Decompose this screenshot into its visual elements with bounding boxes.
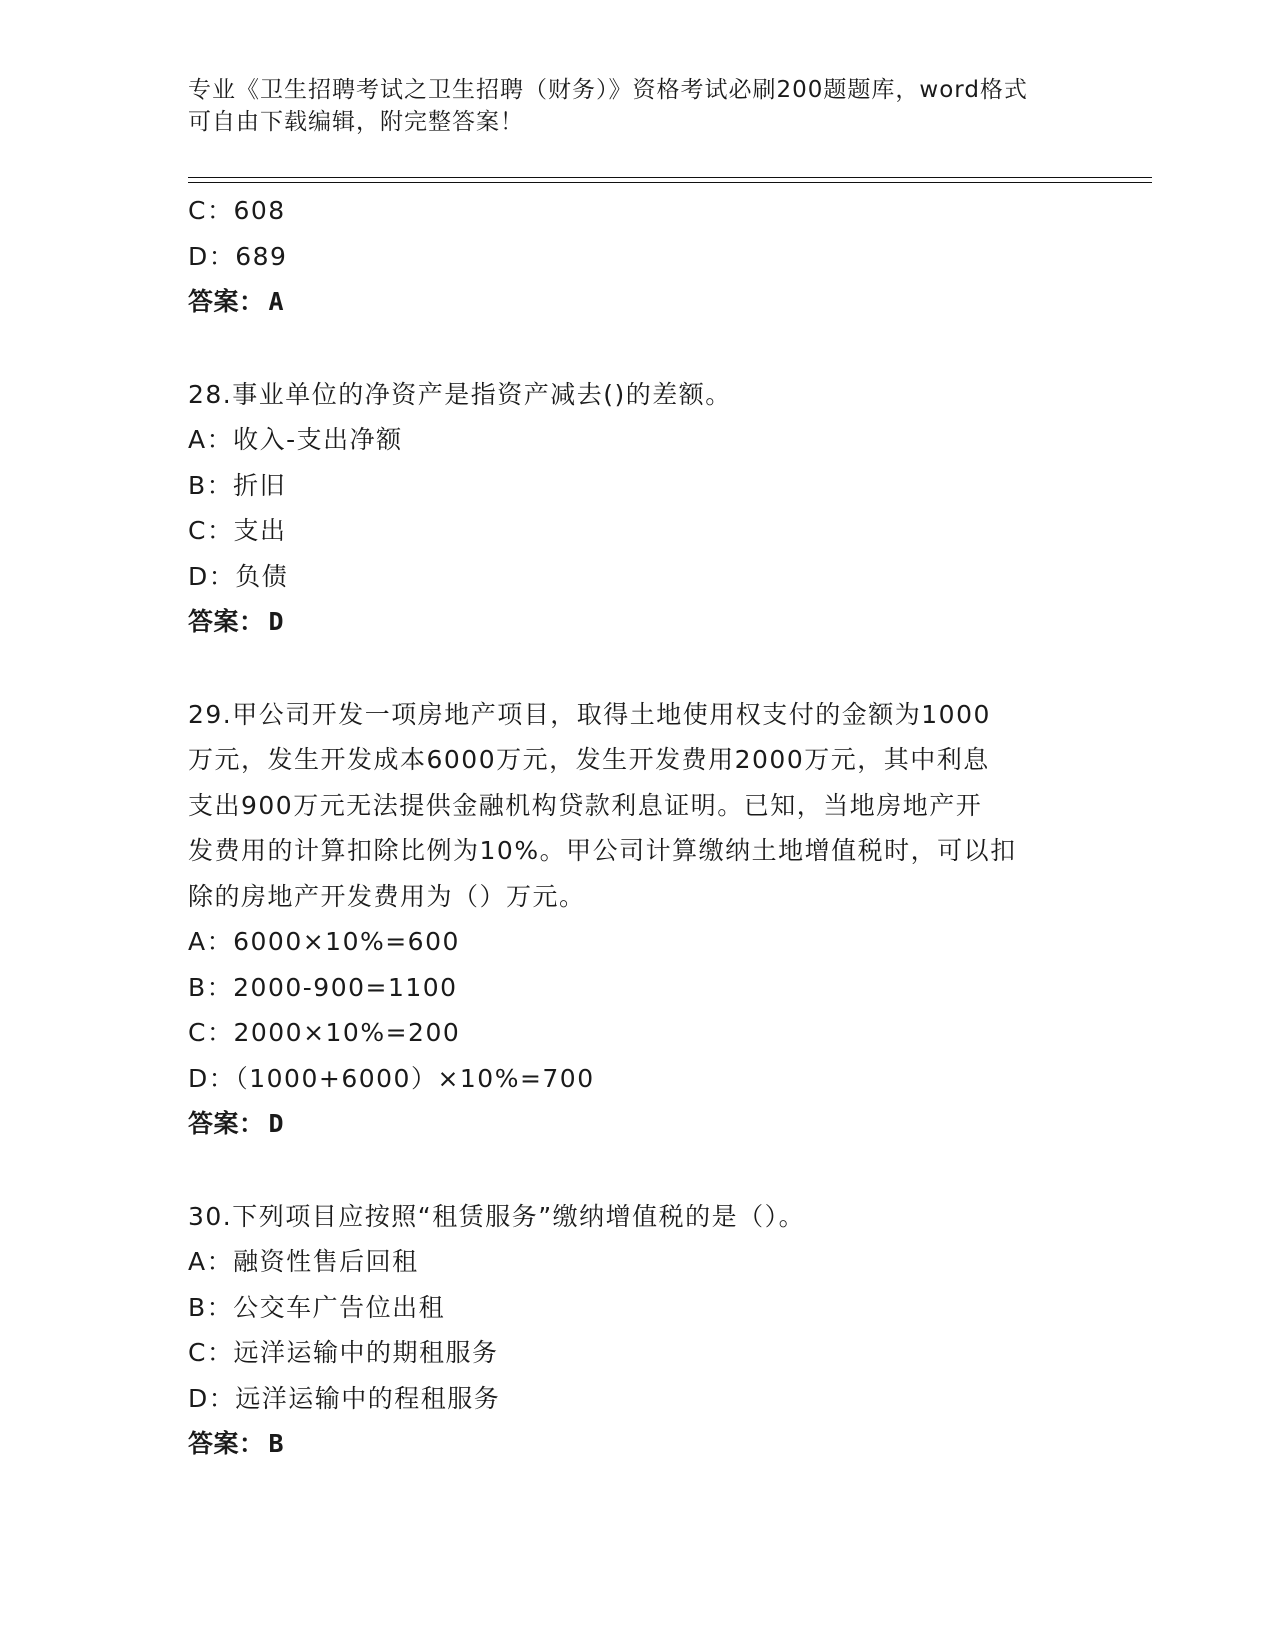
question-30 [188,1194,1088,1467]
answer-label: 答案： [188,1109,265,1138]
answer-label: 答案： [188,607,265,636]
option-b: B：折旧 [188,470,287,500]
question-gap [188,645,1088,692]
question-text: 30.下列项目应按照“租赁服务”缴纳增值税的是（）。 [188,1201,806,1231]
option-a: A：6000×10%=600 [188,927,460,956]
answer-value: D [268,607,285,636]
question-28 [188,372,1088,645]
answer-value: B [268,1429,285,1458]
option-d: D：689 [188,241,288,271]
option-d: D：（1000+6000）×10%=700 [188,1063,595,1093]
document-header [188,74,1068,138]
question-text-line-1: 29.甲公司开发一项房地产项目，取得土地使用权支付的金额为1000 [188,699,991,729]
header-title-line-2: 可自由下载编辑，附完整答案！ [188,109,524,135]
question-29 [188,692,1088,1147]
question-gap [188,325,1088,372]
option-c: C：远洋运输中的期租服务 [188,1338,499,1367]
question-text-line-4: 发费用的计算扣除比例为10%。甲公司计算缴纳土地增值税时，可以扣 [188,836,1017,865]
option-a: A：融资性售后回租 [188,1247,419,1276]
question-list [188,188,1088,1467]
header-divider-bottom [188,182,1152,183]
answer-line [188,279,1088,325]
option-c: C：支出 [188,516,287,545]
question-text: 28.事业单位的净资产是指资产减去()的差额。 [188,379,732,409]
answer-line [188,1421,1088,1467]
answer-label: 答案： [188,287,265,316]
answer-line [188,599,1088,645]
answer-value: A [268,287,285,316]
option-b: B：公交车广告位出租 [188,1292,446,1322]
option-b: B：2000-900=1100 [188,972,458,1002]
answer-value: D [268,1109,285,1138]
option-d: D：负债 [188,561,289,591]
question-text-line-2: 万元，发生开发成本6000万元，发生开发费用2000万元，其中利息 [188,745,990,774]
header-divider-top [188,177,1152,178]
header-title-line-1: 专业《卫生招聘考试之卫生招聘（财务）》资格考试必刷200题题库，word格式 [188,77,1028,103]
question-text-line-3: 支出900万元无法提供金融机构贷款利息证明。已知，当地房地产开 [188,790,983,820]
question-27-tail [188,188,1088,325]
answer-line [188,1101,1088,1147]
option-d: D：远洋运输中的程租服务 [188,1383,501,1413]
question-gap [188,1147,1088,1194]
answer-label: 答案： [188,1429,265,1458]
option-a: A：收入-支出净额 [188,425,403,454]
option-c: C：608 [188,196,286,225]
option-c: C：2000×10%=200 [188,1018,461,1047]
question-text-line-5: 除的房地产开发费用为（）万元。 [188,881,586,911]
